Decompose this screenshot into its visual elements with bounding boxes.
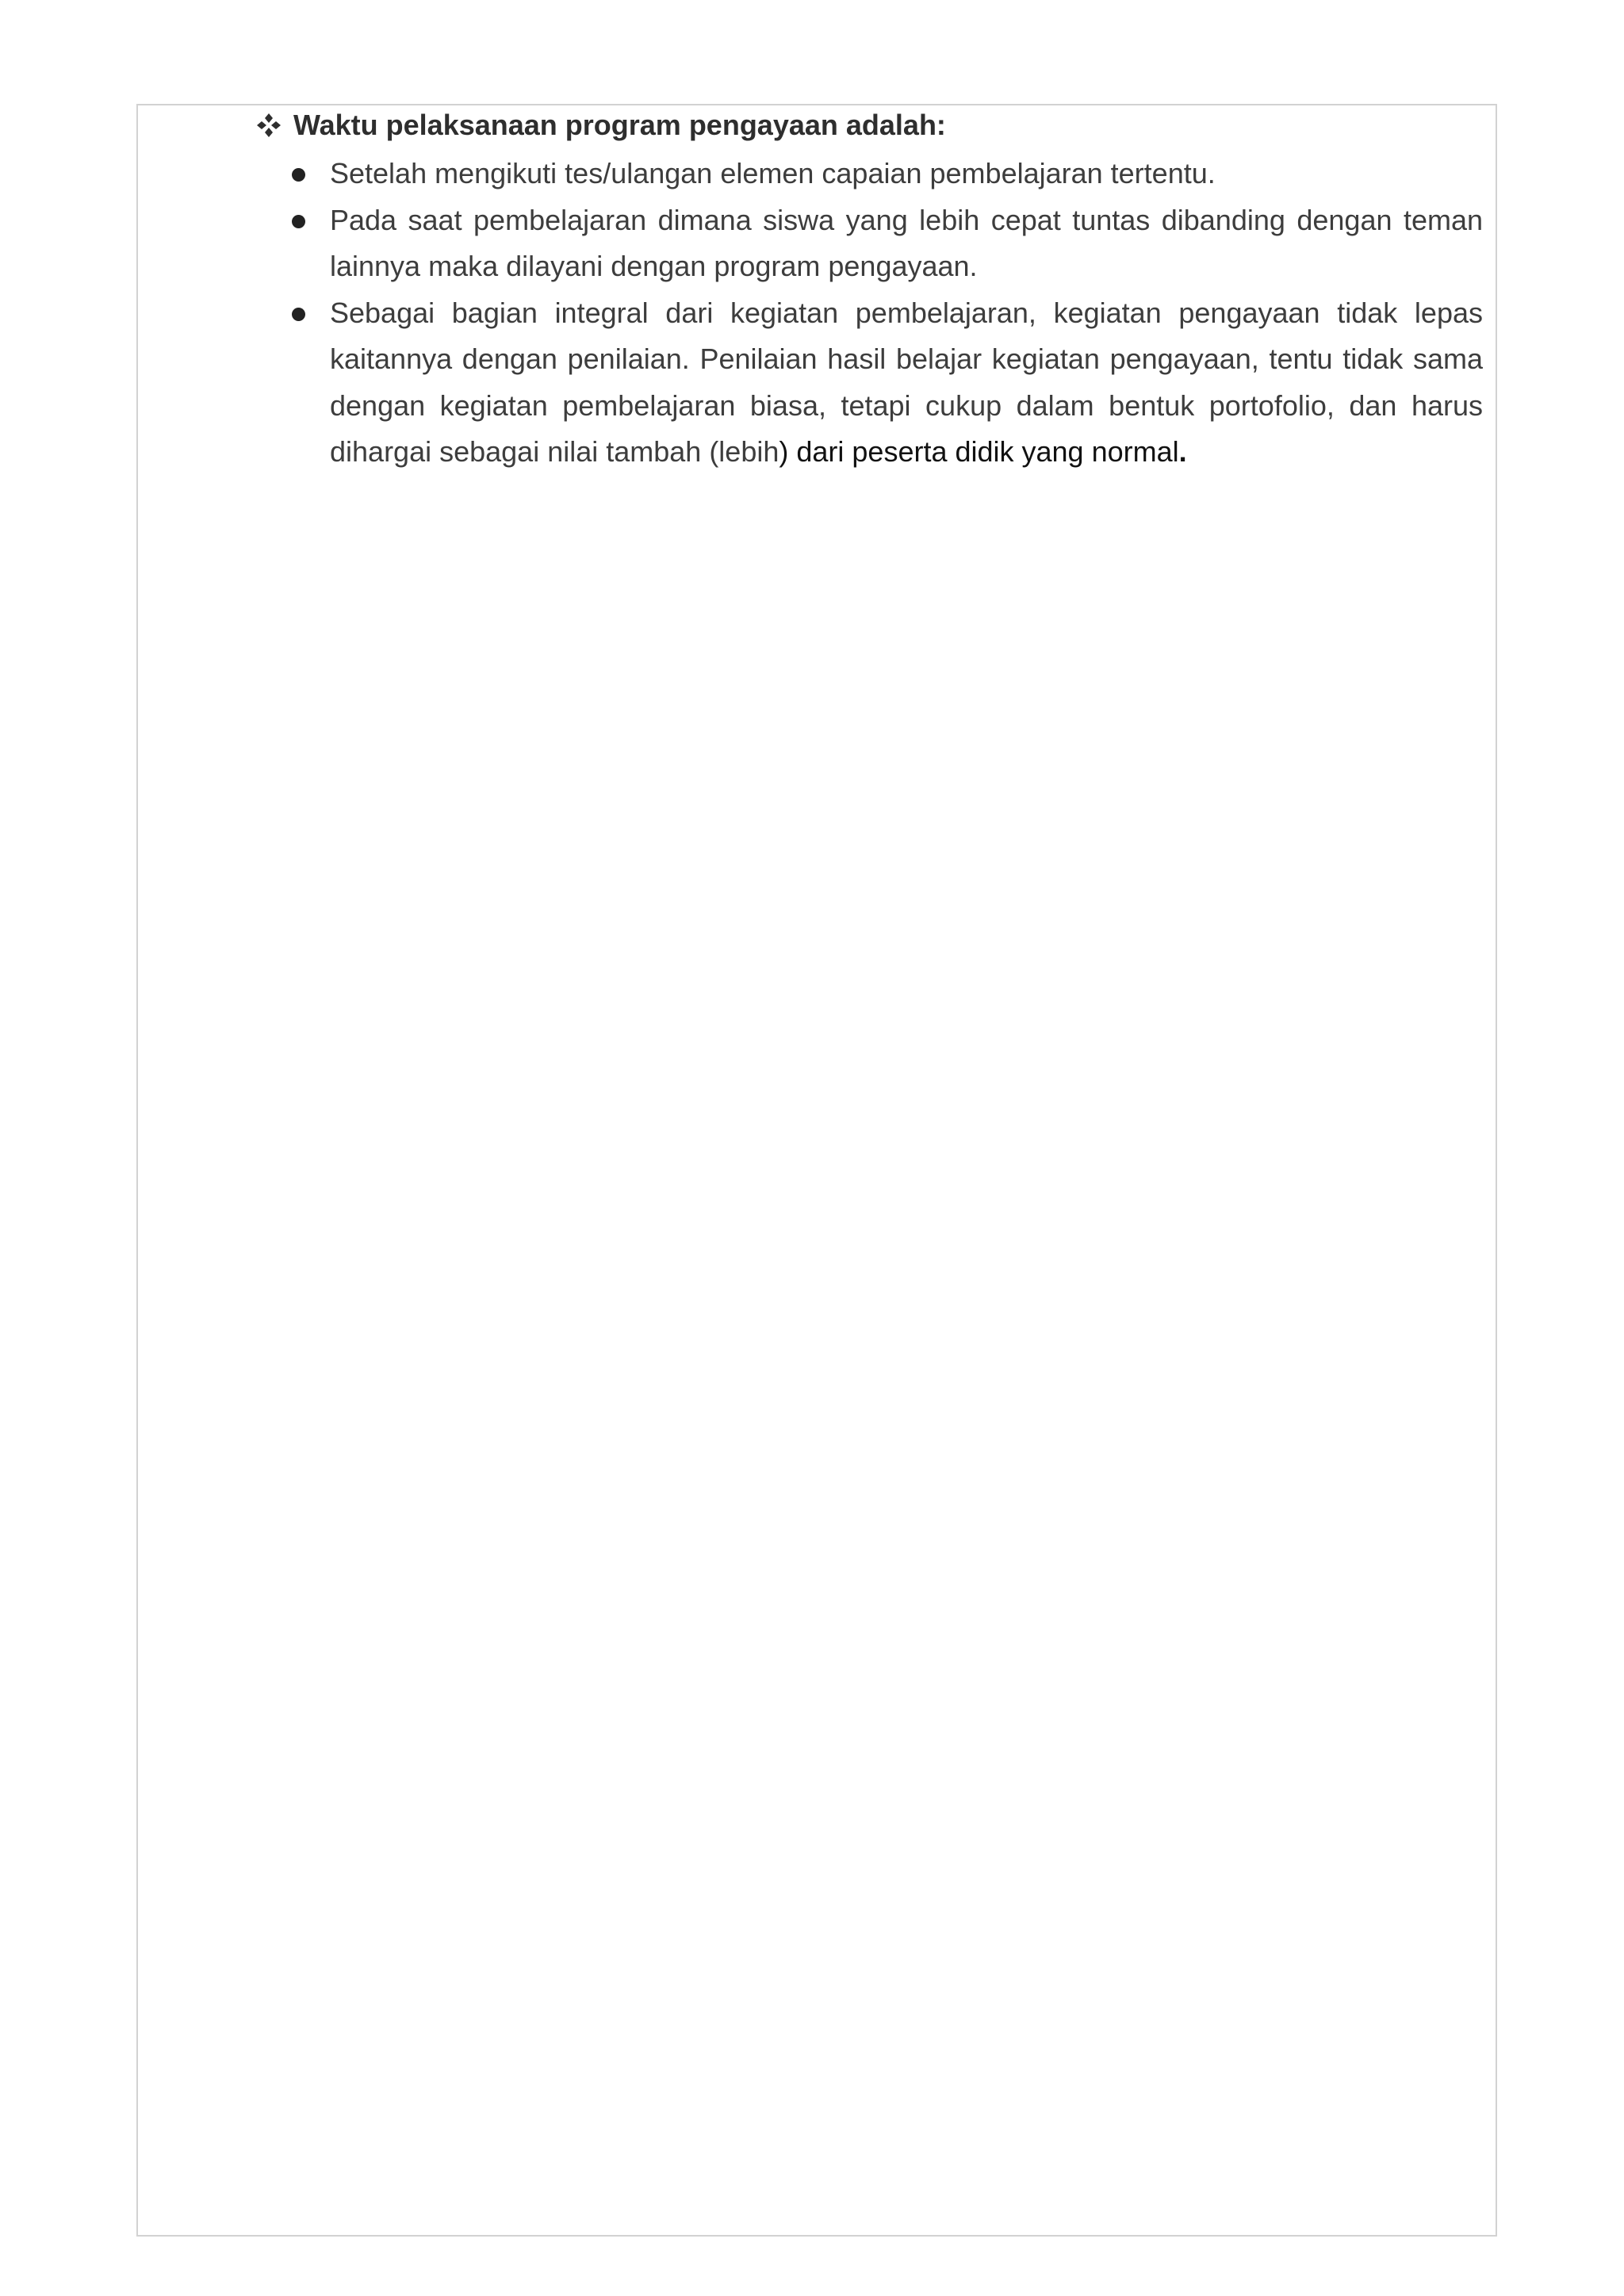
bullet-dot — [292, 215, 305, 228]
list-item-text-dark: ) dari peserta didik yang normal — [779, 435, 1179, 468]
section-heading — [255, 105, 946, 145]
list-item-text: Setelah mengikuti tes/ulangan elemen capaian pembelajaran tertentu. — [330, 157, 1216, 189]
bullet-dot — [292, 308, 305, 321]
heading-text: Waktu pelaksanaan program pengayaan adalah: — [293, 109, 946, 141]
list-item — [292, 151, 1483, 197]
list-item-text: Sebagai bagian integral dari kegiatan pembelajaran, kegiatan pengayaan tidak lepas kaitannya dengan penilaian. Penilaian hasil belajar kegiatan pengayaan, tentu tidak sama dengan kegiatan pembelajaran biasa, tetapi cukup dalam bentuk portofolio, dan harus dihargai sebagai nilai tambah (lebih — [330, 296, 1483, 468]
list-item-text-end: . — [1178, 435, 1187, 468]
list-item — [292, 197, 1483, 290]
list-item — [292, 290, 1483, 476]
bullet-dot — [292, 168, 305, 182]
list-item-text: Pada saat pembelajaran dimana siswa yang lebih cepat tuntas dibanding dengan teman lainnya maka dilayani dengan program pengayaan. — [330, 203, 1483, 282]
four-diamond-icon — [255, 112, 282, 139]
bullet-list — [292, 151, 1483, 476]
